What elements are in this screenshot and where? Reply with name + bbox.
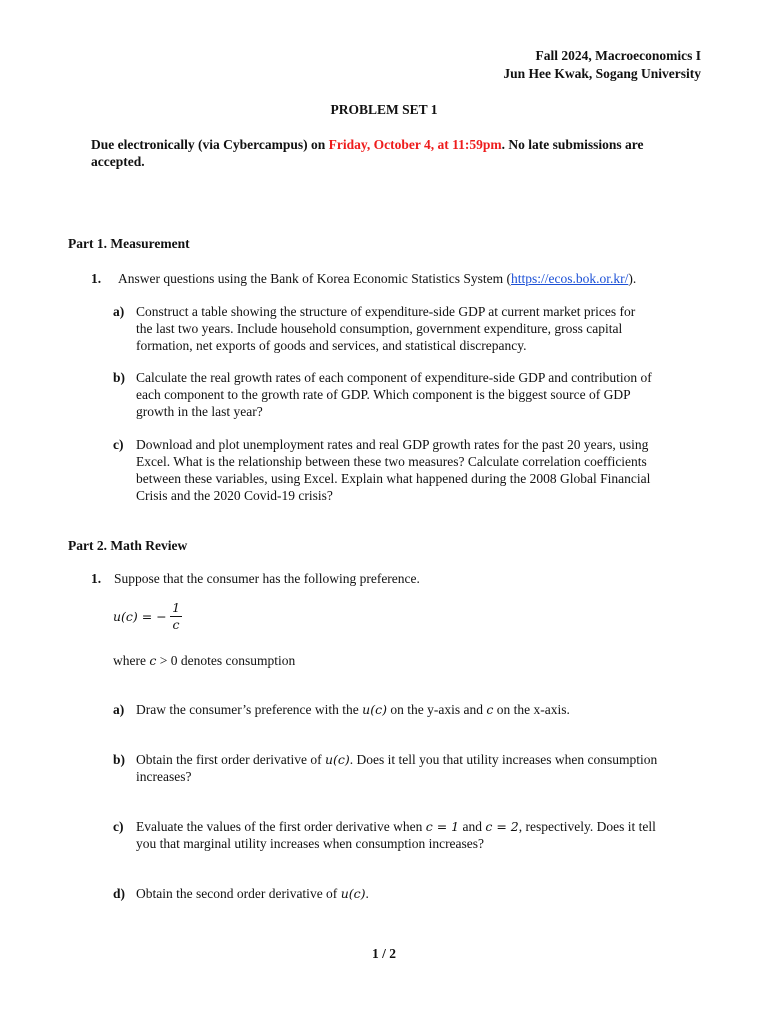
equation-fraction — [170, 600, 182, 633]
part1-q1b-text — [136, 369, 706, 420]
equation-denominator: c — [172, 617, 180, 632]
part2-q1a-text — [136, 701, 706, 718]
part2-heading: Part 2. Math Review — [68, 538, 188, 553]
part1-q1-text-after: ). — [628, 271, 637, 286]
page-title: PROBLEM SET 1 — [330, 102, 438, 117]
text-span: Obtain the second order derivative of — [136, 886, 341, 901]
part2-q1c-text — [136, 818, 706, 852]
text-line: the last two years. Include household consumption, government expenditure, gross capital — [136, 321, 623, 336]
due-suffix: . No late submissions are — [501, 137, 644, 152]
part2-q1b-label: b) — [113, 752, 126, 767]
text-line: each component to the growth rate of GDP. Which component is the biggest source of GDP — [136, 387, 631, 402]
instructor-header: Jun Hee Kwak, Sogang University — [503, 66, 701, 81]
part2-q1-text: Suppose that the consumer has the following preference. — [114, 571, 420, 586]
math-span: c = 2 — [485, 819, 519, 834]
equation-numerator: 1 — [172, 600, 181, 615]
utility-equation — [113, 600, 182, 633]
part2-q1d-text — [136, 885, 706, 902]
equation-lhs: u(c) = − — [113, 609, 167, 624]
due-notice — [91, 136, 711, 170]
where-clause — [113, 652, 295, 669]
part1-q1c-text — [136, 436, 706, 504]
part2-q1a-label: a) — [113, 702, 125, 717]
text-span: , respectively. Does it tell — [518, 819, 656, 834]
part1-q1-text-before: Answer questions using the Bank of Korea Economic Statistics System ( — [118, 271, 511, 286]
due-deadline: Friday, October 4, at 11:59pm — [328, 137, 502, 152]
text-span: on the y-axis and — [386, 702, 487, 717]
text-span: . — [365, 886, 369, 901]
part1-q1a-text — [136, 303, 706, 354]
where-prefix: where — [113, 653, 150, 668]
part2-q1-number: 1. — [91, 571, 102, 586]
part1-q1a-label: a) — [113, 304, 125, 319]
text-line: Crisis and the 2020 Covid-19 crisis? — [136, 488, 333, 503]
text-span: Draw the consumer’s preference with the — [136, 702, 363, 717]
part1-q1c-label: c) — [113, 437, 124, 452]
where-suffix: > 0 denotes consumption — [156, 653, 296, 668]
text-span: and — [459, 819, 486, 834]
part1-q1b-label: b) — [113, 370, 126, 385]
part1-heading: Part 1. Measurement — [68, 236, 190, 251]
text-line: you that marginal utility increases when consumption increases? — [136, 836, 485, 851]
math-span: u(c) — [324, 752, 350, 767]
part2-q1d-label: d) — [113, 886, 126, 901]
text-line: Excel. What is the relationship between these two measures? Calculate correlation coefficients — [136, 454, 647, 469]
text-span: Evaluate the values of the first order derivative when — [136, 819, 426, 834]
text-line: growth in the last year? — [136, 404, 263, 419]
ecos-link[interactable]: https://ecos.bok.or.kr/ — [510, 271, 629, 286]
part2-q1c-label: c) — [113, 819, 124, 834]
text-span: on the x-axis. — [493, 702, 570, 717]
math-span: u(c) — [362, 702, 387, 717]
math-span: c = 1 — [425, 819, 460, 834]
part2-q1b-text — [136, 751, 706, 785]
text-line: increases? — [136, 769, 192, 784]
text-line: Download and plot unemployment rates and real GDP growth rates for the past 20 years, using — [136, 437, 649, 452]
text-span: . Does it tell you that utility increases when consumption — [349, 752, 658, 767]
course-header: Fall 2024, Macroeconomics I — [535, 48, 701, 63]
page-number: 1 / 2 — [371, 946, 396, 961]
due-prefix: Due electronically (via Cybercampus) on — [91, 137, 329, 152]
math-span: c — [486, 702, 494, 717]
part1-q1-text — [118, 270, 636, 287]
text-line: Construct a table showing the structure of expenditure-side GDP at current market prices for — [136, 304, 636, 319]
math-span: u(c) — [340, 886, 366, 901]
due-suffix-line2: accepted. — [91, 154, 145, 169]
text-line: formation, net exports of goods and services, and statistical discrepancy. — [136, 338, 527, 353]
where-var: c — [149, 653, 157, 668]
part1-q1-number: 1. — [91, 271, 102, 286]
text-span: Obtain the first order derivative of — [136, 752, 325, 767]
text-line: Calculate the real growth rates of each component of expenditure-side GDP and contribution of — [136, 370, 652, 385]
text-line: between these variables, using Excel. Explain what happened during the 2008 Global Financial — [136, 471, 651, 486]
